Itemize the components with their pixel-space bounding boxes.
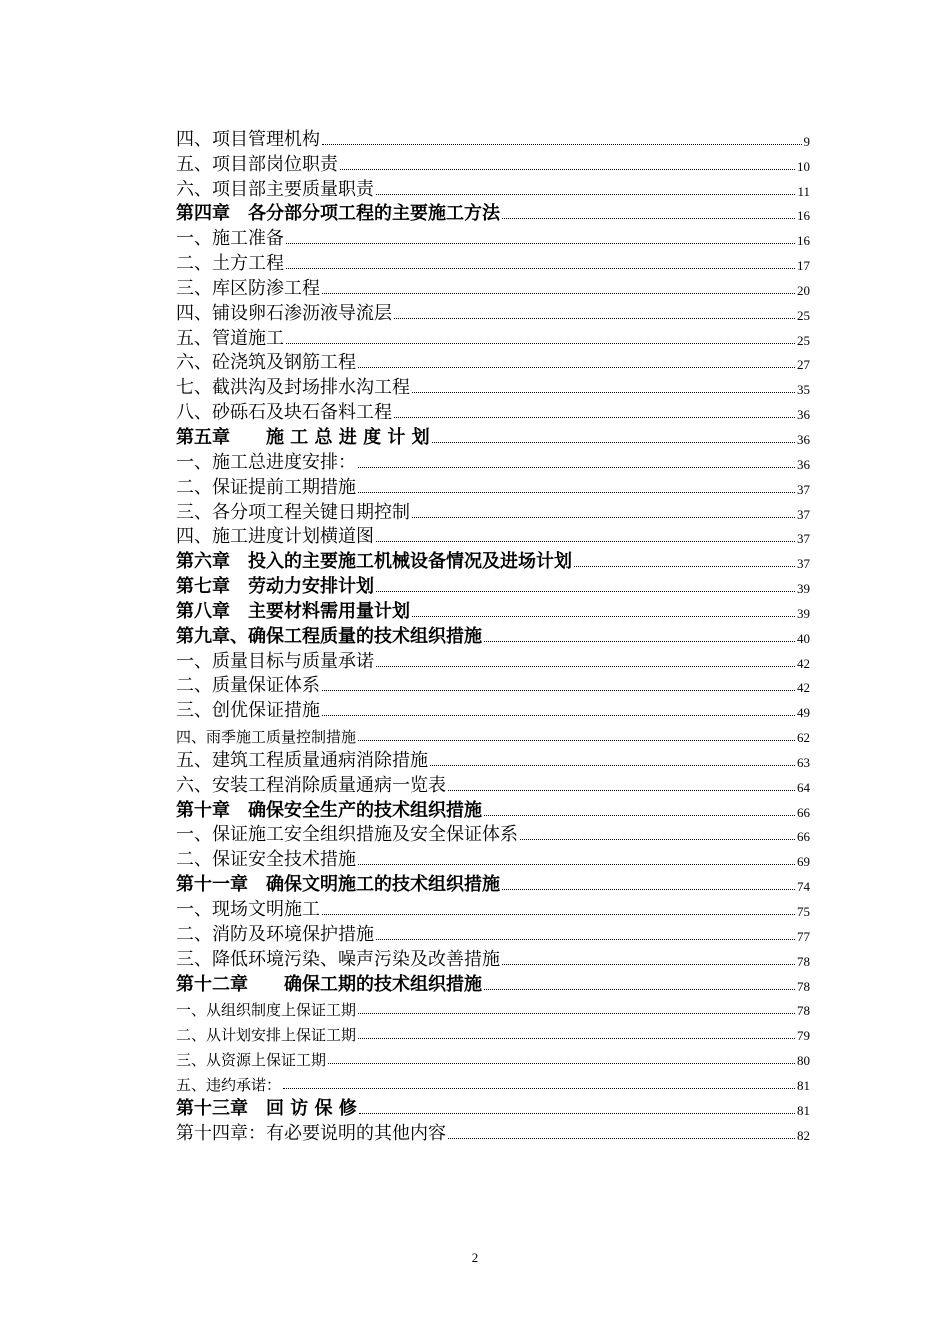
toc-entry[interactable] bbox=[176, 1068, 810, 1093]
toc-entry[interactable] bbox=[176, 149, 810, 174]
toc-entry[interactable] bbox=[176, 994, 810, 1019]
toc-entry-page: 39 bbox=[797, 605, 810, 621]
toc-entry[interactable] bbox=[176, 646, 810, 671]
toc-dot-leader bbox=[376, 666, 795, 667]
toc-entry-page: 69 bbox=[797, 854, 810, 870]
toc-entry-page: 77 bbox=[797, 928, 810, 944]
toc-entry[interactable] bbox=[176, 497, 810, 522]
toc-dot-leader bbox=[328, 1063, 795, 1064]
toc-entry[interactable] bbox=[176, 372, 810, 397]
toc-dot-leader bbox=[322, 715, 795, 716]
toc-entry[interactable] bbox=[176, 1043, 810, 1068]
toc-dot-leader bbox=[376, 939, 795, 940]
toc-entry-page: 17 bbox=[797, 258, 810, 274]
toc-entry-title: 一、保证施工安全组织措施及安全保证体系 bbox=[176, 824, 518, 846]
toc-entry-page: 42 bbox=[797, 655, 810, 671]
toc-dot-leader bbox=[376, 541, 795, 542]
toc-entry-title: 二、消防及环境保护措施 bbox=[176, 923, 374, 945]
toc-dot-leader bbox=[412, 517, 795, 518]
toc-entry[interactable] bbox=[176, 720, 810, 745]
toc-entry-page: 37 bbox=[797, 531, 810, 547]
toc-entry-title: 三、降低环境污染、噪声污染及改善措施 bbox=[176, 948, 500, 970]
toc-entry-page: 27 bbox=[797, 357, 810, 373]
toc-entry[interactable] bbox=[176, 869, 810, 894]
toc-entry-page: 36 bbox=[797, 407, 810, 423]
toc-entry-page: 81 bbox=[797, 1077, 810, 1093]
toc-dot-leader bbox=[394, 417, 795, 418]
toc-entry-page: 79 bbox=[797, 1028, 810, 1044]
toc-entry[interactable] bbox=[176, 199, 810, 224]
toc-entry-title: 第六章 投入的主要施工机械设备情况及进场计划 bbox=[176, 551, 572, 573]
toc-entry[interactable] bbox=[176, 1118, 810, 1143]
toc-dot-leader bbox=[502, 889, 795, 890]
toc-dot-leader bbox=[322, 293, 795, 294]
toc-entry-page: 10 bbox=[797, 158, 810, 174]
toc-dot-leader bbox=[358, 864, 795, 865]
toc-entry-page: 40 bbox=[797, 630, 810, 646]
toc-dot-leader bbox=[322, 914, 795, 915]
toc-entry-page: 37 bbox=[797, 481, 810, 497]
toc-entry-title: 第四章 各分部分项工程的主要施工方法 bbox=[176, 203, 500, 225]
toc-entry-page: 75 bbox=[797, 904, 810, 919]
toc-entry-title: 第九章、确保工程质量的技术组织措施 bbox=[176, 625, 482, 647]
toc-entry[interactable] bbox=[176, 422, 810, 447]
toc-dot-leader bbox=[484, 989, 795, 990]
toc-entry-title: 二、质量保证体系 bbox=[176, 675, 320, 697]
toc-dot-leader bbox=[286, 243, 795, 244]
toc-entry-page: 78 bbox=[797, 978, 810, 994]
toc-dot-leader bbox=[358, 492, 795, 493]
toc-entry-page: 78 bbox=[797, 1003, 810, 1019]
toc-entry-title: 一、从组织制度上保证工期 bbox=[176, 1001, 357, 1020]
toc-entry[interactable] bbox=[176, 124, 810, 149]
toc-entry-page: 16 bbox=[797, 208, 810, 224]
toc-entry-title: 二、保证安全技术措施 bbox=[176, 849, 356, 871]
toc-dot-leader bbox=[340, 169, 795, 170]
toc-entry-title: 二、保证提前工期措施 bbox=[176, 476, 356, 498]
toc-dot-leader bbox=[283, 1088, 795, 1089]
toc-entry[interactable] bbox=[176, 596, 810, 621]
toc-entry-page: 39 bbox=[797, 581, 810, 597]
toc-entry[interactable] bbox=[176, 894, 810, 919]
toc-entry-page: 36 bbox=[797, 456, 810, 472]
toc-entry-title: 一、质量目标与质量承诺 bbox=[176, 650, 374, 672]
toc-entry-page: 66 bbox=[797, 829, 810, 845]
toc-entry-page: 9 bbox=[803, 133, 810, 149]
toc-dot-leader bbox=[376, 194, 795, 195]
toc-entry-title: 三、从资源上保证工期 bbox=[176, 1051, 327, 1070]
toc-entry-title: 七、截洪沟及封场排水沟工程 bbox=[176, 377, 410, 399]
toc-entry-title: 四、铺设卵石渗沥液导流层 bbox=[176, 302, 392, 324]
toc-entry[interactable] bbox=[176, 621, 810, 646]
toc-entry-title: 一、施工准备 bbox=[176, 228, 284, 250]
toc-dot-leader bbox=[430, 765, 795, 766]
toc-dot-leader bbox=[448, 790, 795, 791]
toc-dot-leader bbox=[432, 442, 795, 443]
toc-entry[interactable] bbox=[176, 820, 810, 845]
toc-entry-page: 42 bbox=[797, 680, 810, 696]
toc-entry-title: 三、各分项工程关键日期控制 bbox=[176, 501, 410, 523]
toc-dot-leader bbox=[376, 591, 795, 592]
toc-entry-title: 二、土方工程 bbox=[176, 253, 284, 275]
toc-entry[interactable] bbox=[176, 1018, 810, 1043]
toc-entry-page: 64 bbox=[797, 779, 810, 795]
toc-dot-leader bbox=[358, 367, 795, 368]
toc-dot-leader bbox=[286, 343, 795, 344]
toc-entry[interactable] bbox=[176, 273, 810, 298]
table-of-contents bbox=[176, 124, 810, 1143]
toc-dot-leader bbox=[412, 392, 795, 393]
toc-entry-title: 八、砂砾石及块石备料工程 bbox=[176, 402, 392, 424]
toc-entry-page: 66 bbox=[797, 804, 810, 820]
toc-entry[interactable] bbox=[176, 770, 810, 795]
toc-dot-leader bbox=[520, 839, 795, 840]
toc-dot-leader bbox=[484, 641, 795, 642]
toc-entry[interactable] bbox=[176, 248, 810, 273]
toc-entry-page: 25 bbox=[797, 332, 810, 348]
toc-dot-leader bbox=[322, 690, 795, 691]
toc-dot-leader bbox=[358, 740, 795, 741]
toc-entry-page: 25 bbox=[797, 307, 810, 323]
toc-entry-title: 五、违约承诺： bbox=[176, 1075, 282, 1094]
toc-entry-title: 五、管道施工 bbox=[176, 327, 284, 349]
toc-entry-title: 六、项目部主要质量职责 bbox=[176, 178, 374, 200]
toc-entry[interactable] bbox=[176, 571, 810, 596]
toc-entry[interactable] bbox=[176, 1093, 810, 1118]
toc-dot-leader bbox=[358, 1013, 795, 1014]
toc-entry-title: 四、雨季施工质量控制措施 bbox=[176, 728, 357, 747]
toc-entry[interactable] bbox=[176, 546, 810, 571]
toc-entry-page: 62 bbox=[797, 730, 810, 746]
toc-entry[interactable] bbox=[176, 397, 810, 422]
toc-dot-leader bbox=[502, 964, 795, 965]
toc-entry[interactable] bbox=[176, 447, 810, 472]
toc-entry-title: 第十二章 确保工期的技术组织措施 bbox=[176, 973, 482, 995]
toc-dot-leader bbox=[358, 467, 795, 468]
toc-entry-title: 六、安装工程消除质量通病一览表 bbox=[176, 774, 446, 796]
toc-entry-page: 37 bbox=[797, 556, 810, 572]
toc-entry-title: 第十四章：有必要说明的其他内容 bbox=[176, 1122, 446, 1144]
toc-entry-page: 82 bbox=[797, 1127, 810, 1143]
toc-entry-title: 六、砼浇筑及钢筋工程 bbox=[176, 352, 356, 374]
toc-entry-page: 63 bbox=[797, 754, 810, 770]
toc-entry[interactable] bbox=[176, 522, 810, 547]
toc-entry-title: 三、库区防渗工程 bbox=[176, 277, 320, 299]
toc-dot-leader bbox=[412, 616, 795, 617]
toc-entry[interactable] bbox=[176, 919, 810, 944]
page-number: 2 bbox=[471, 1250, 479, 1265]
toc-dot-leader bbox=[448, 1138, 795, 1139]
toc-entry-page: 20 bbox=[797, 282, 810, 298]
toc-entry-title: 三、创优保证措施 bbox=[176, 700, 320, 722]
toc-entry-page: 74 bbox=[797, 879, 810, 895]
toc-entry-title: 一、施工总进度安排： bbox=[176, 451, 356, 473]
toc-dot-leader bbox=[359, 1113, 795, 1114]
toc-entry[interactable] bbox=[176, 944, 810, 969]
toc-entry[interactable] bbox=[176, 348, 810, 373]
toc-entry[interactable] bbox=[176, 298, 810, 323]
toc-entry-title: 第八章 主要材料需用量计划 bbox=[176, 600, 410, 622]
toc-entry-title: 四、施工进度计划横道图 bbox=[176, 526, 374, 548]
toc-entry-page: 81 bbox=[797, 1102, 810, 1118]
toc-entry-page: 80 bbox=[797, 1053, 810, 1069]
toc-entry-title: 一、现场文明施工 bbox=[176, 899, 320, 920]
toc-entry-title: 第十一章 确保文明施工的技术组织措施 bbox=[176, 874, 500, 896]
toc-entry-page: 36 bbox=[797, 431, 810, 447]
toc-entry-title: 五、项目部岗位职责 bbox=[176, 153, 338, 175]
toc-entry-title: 第五章 施 工 总 进 度 计 划 bbox=[176, 426, 430, 448]
toc-dot-leader bbox=[322, 144, 802, 145]
toc-entry-title: 第十章 确保安全生产的技术组织措施 bbox=[176, 799, 482, 821]
toc-dot-leader bbox=[574, 566, 795, 567]
toc-entry[interactable] bbox=[176, 695, 810, 720]
toc-dot-leader bbox=[502, 218, 795, 219]
toc-entry[interactable] bbox=[176, 844, 810, 869]
toc-dot-leader bbox=[358, 1038, 795, 1039]
toc-entry[interactable] bbox=[176, 795, 810, 820]
toc-entry-title: 五、建筑工程质量通病消除措施 bbox=[176, 749, 428, 771]
toc-entry-title: 二、从计划安排上保证工期 bbox=[176, 1026, 357, 1045]
toc-entry[interactable] bbox=[176, 323, 810, 348]
toc-entry-page: 37 bbox=[797, 506, 810, 522]
toc-entry[interactable] bbox=[176, 174, 810, 199]
toc-dot-leader bbox=[286, 268, 795, 269]
toc-entry[interactable] bbox=[176, 472, 810, 497]
toc-dot-leader bbox=[484, 815, 795, 816]
toc-entry-page: 78 bbox=[797, 953, 810, 969]
toc-entry-title: 第十三章 回 访 保 修 bbox=[176, 1097, 357, 1119]
toc-entry-title: 四、项目管理机构 bbox=[176, 128, 320, 150]
toc-entry[interactable] bbox=[176, 969, 810, 994]
toc-entry[interactable] bbox=[176, 671, 810, 696]
toc-entry-page: 16 bbox=[797, 233, 810, 249]
toc-entry-title: 第七章 劳动力安排计划 bbox=[176, 576, 374, 598]
toc-entry[interactable] bbox=[176, 745, 810, 770]
toc-dot-leader bbox=[394, 318, 795, 319]
toc-entry[interactable] bbox=[176, 223, 810, 248]
toc-entry-page: 11 bbox=[797, 183, 810, 199]
toc-entry-page: 35 bbox=[797, 382, 810, 398]
toc-entry-page: 49 bbox=[797, 705, 810, 721]
